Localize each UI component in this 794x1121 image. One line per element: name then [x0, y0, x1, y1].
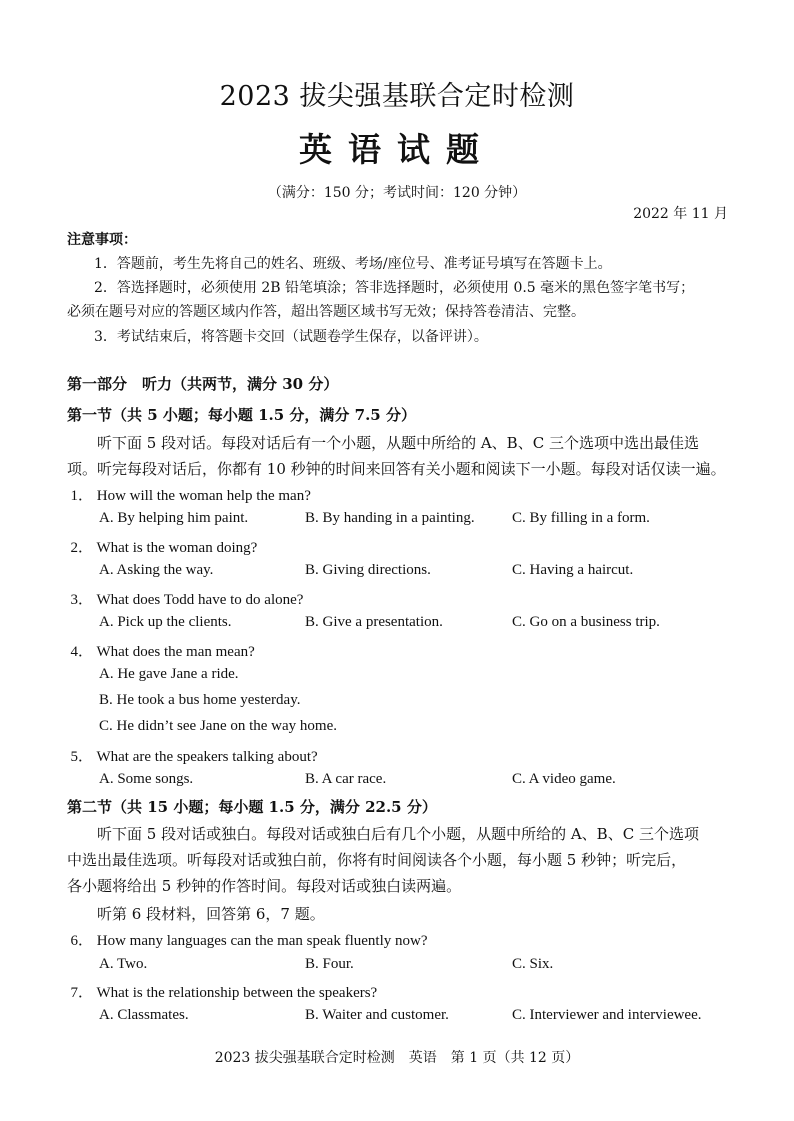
question-5	[67, 745, 318, 766]
notice-line-3: 3．考试结束后，将答题卡交回（试题卷学生保存，以备评讲）。	[94, 329, 488, 345]
question-text: What does Todd have to do alone?	[96, 592, 304, 608]
section2-instruction-cont: 中选出最佳选项。听每段对话或独白前，你将有时间阅读各个小题，每小题 5 秒钟；听完后，	[67, 851, 687, 869]
question-text: What does the man mean?	[96, 644, 255, 660]
notice-line-1: 1．答题前，考生先将自己的姓名、班级、考场/座位号、准考证号填写在答题卡上。	[94, 256, 612, 272]
section2-instruction-cont: 各小题将给出 5 秒钟的作答时间。每段对话或独白读两遍。	[67, 877, 462, 895]
option-a: A. Asking the way.	[99, 562, 214, 578]
question-text: How will the woman help the man?	[96, 488, 311, 504]
question-3	[67, 588, 303, 609]
option-b: B. Giving directions.	[305, 562, 431, 578]
section1-heading: 第一节（共 5 小题；每小题 1.5 分，满分 7.5 分）	[67, 406, 416, 424]
question-text: How many languages can the man speak fluently now?	[96, 933, 428, 949]
question-number: 3．	[70, 592, 93, 608]
option-b: B. Give a presentation.	[305, 614, 443, 630]
option-b: B. Waiter and customer.	[305, 1007, 449, 1023]
notice-line-2: 2．答选择题时，必须使用 2B 铅笔填涂；答非选择题时，必须使用 0.5 毫米的黑色签字笔书写；	[94, 280, 695, 296]
option-c: C. By filling in a form.	[512, 510, 650, 526]
question-number: 6．	[70, 933, 93, 949]
option-a: A. He gave Jane a ride.	[99, 666, 239, 682]
section1-instruction: 听下面 5 段对话。每段对话后有一个小题，从题中所给的 A、B、C 三个选项中选出最佳选	[97, 434, 699, 452]
question-number: 7．	[70, 985, 93, 1001]
section2-instruction: 听下面 5 段对话或独白。每段对话或独白后有几个小题，从题中所给的 A、B、C 三个选项	[97, 825, 699, 843]
part1-heading: 第一部分 听力（共两节，满分 30 分）	[67, 375, 339, 393]
option-a: A. By helping him paint.	[99, 510, 249, 526]
question-4	[67, 640, 255, 661]
option-a: A. Classmates.	[99, 1007, 189, 1023]
question-6	[67, 929, 427, 950]
option-c: C. Six.	[512, 956, 554, 972]
question-text: What is the relationship between the speakers?	[96, 985, 378, 1001]
question-number: 4．	[70, 644, 93, 660]
question-number: 1．	[70, 488, 93, 504]
option-c: C. Interviewer and interviewee.	[512, 1007, 702, 1023]
page-footer: 2023 拔尖强基联合定时检测 英语 第 1 页（共 12 页）	[214, 1050, 580, 1066]
question-number: 2．	[70, 540, 93, 556]
exam-date: 2022 年 11 月	[633, 206, 728, 222]
option-b: B. A car race.	[305, 771, 387, 787]
question-number: 5．	[70, 749, 93, 765]
notice-line-2-cont: 必须在题号对应的答题区域内作答，超出答题区域书写无效；保持答卷清洁、完整。	[67, 304, 585, 320]
option-b: B. Four.	[305, 956, 354, 972]
question-text: What are the speakers talking about?	[96, 749, 318, 765]
option-a: A. Two.	[99, 956, 148, 972]
question-1	[67, 484, 311, 505]
notice-heading: 注意事项：	[67, 232, 137, 248]
section1-instruction-cont: 项。听完每段对话后，你都有 10 秒钟的时间来回答有关小题和阅读下一小题。每段对话仅读一遍。	[67, 460, 726, 478]
option-b: B. By handing in a painting.	[305, 510, 475, 526]
question-2	[67, 536, 257, 557]
option-a: A. Pick up the clients.	[99, 614, 232, 630]
question-text: What is the woman doing?	[96, 540, 258, 556]
option-b: B. He took a bus home yesterday.	[99, 692, 301, 708]
subject-title: 英语试题	[299, 130, 495, 169]
option-c: C. A video game.	[512, 771, 616, 787]
score-time: （满分：150 分；考试时间：120 分钟）	[267, 185, 527, 201]
option-c: C. Having a haircut.	[512, 562, 634, 578]
material-instruction: 听第 6 段材料，回答第 6，7 题。	[97, 905, 325, 923]
section2-heading: 第二节（共 15 小题；每小题 1.5 分，满分 22.5 分）	[67, 798, 437, 816]
option-c: C. He didn’t see Jane on the way home.	[99, 718, 338, 734]
exam-title: 2023 拔尖强基联合定时检测	[219, 81, 575, 112]
question-7	[67, 981, 377, 1002]
option-a: A. Some songs.	[99, 771, 194, 787]
option-c: C. Go on a business trip.	[512, 614, 660, 630]
